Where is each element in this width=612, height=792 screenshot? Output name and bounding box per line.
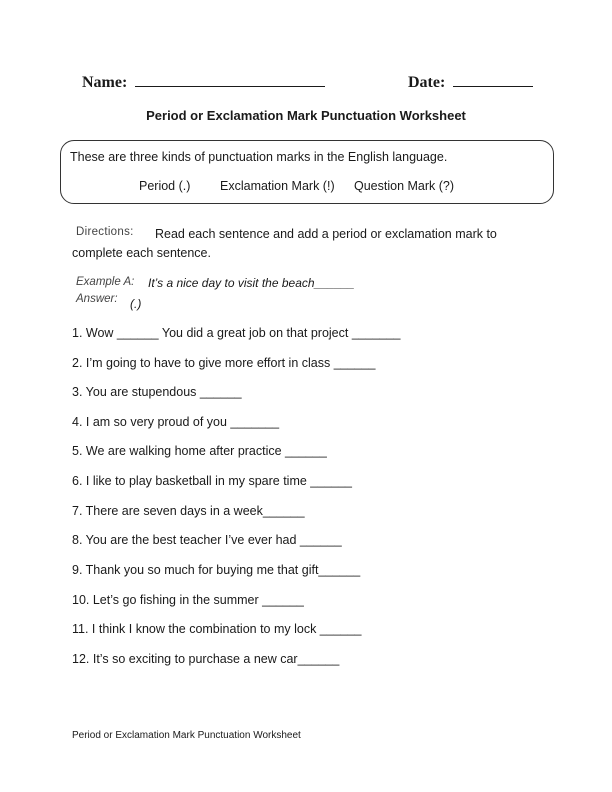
name-blank[interactable]: [135, 72, 325, 87]
directions-line-2: complete each sentence.: [72, 246, 211, 260]
question-9: 9. Thank you so much for buying me that gift______: [72, 563, 361, 577]
question-5: 5. We are walking home after practice ______: [72, 444, 327, 458]
mark-exclamation: Exclamation Mark (!): [220, 179, 335, 193]
example-answer: (.): [130, 297, 142, 311]
example-sentence: It’s a nice day to visit the beach______: [148, 276, 355, 290]
example-label: Example A:: [76, 276, 135, 288]
question-8: 8. You are the best teacher I’ve ever had ______: [72, 533, 342, 547]
page-footer: Period or Exclamation Mark Punctuation Worksheet: [72, 730, 301, 741]
mark-question: Question Mark (?): [354, 179, 455, 193]
question-3: 3. You are stupendous ______: [72, 385, 242, 399]
name-label: Name:: [82, 74, 128, 91]
date-blank[interactable]: [453, 72, 533, 87]
mark-period: Period (.): [139, 179, 191, 193]
question-1: 1. Wow ______ You did a great job on that project _______: [72, 326, 401, 340]
info-box-intro: These are three kinds of punctuation marks in the English language.: [70, 150, 448, 164]
question-12: 12. It’s so exciting to purchase a new car______: [72, 652, 340, 666]
question-4: 4. I am so very proud of you _______: [72, 415, 280, 429]
date-label: Date:: [408, 74, 446, 91]
date-field[interactable]: [408, 72, 533, 92]
answer-label: Answer:: [76, 293, 118, 305]
question-11: 11. I think I know the combination to my lock ______: [72, 622, 362, 636]
directions-line-1: Read each sentence and add a period or exclamation mark to: [155, 227, 497, 241]
directions-label: Directions:: [76, 226, 134, 238]
question-10: 10. Let’s go fishing in the summer ______: [72, 593, 304, 607]
question-6: 6. I like to play basketball in my spare time ______: [72, 474, 353, 488]
question-2: 2. I’m going to have to give more effort in class ______: [72, 356, 376, 370]
worksheet-title: Period or Exclamation Mark Punctuation Worksheet: [146, 108, 466, 123]
name-field[interactable]: [82, 72, 325, 92]
question-7: 7. There are seven days in a week______: [72, 504, 305, 518]
